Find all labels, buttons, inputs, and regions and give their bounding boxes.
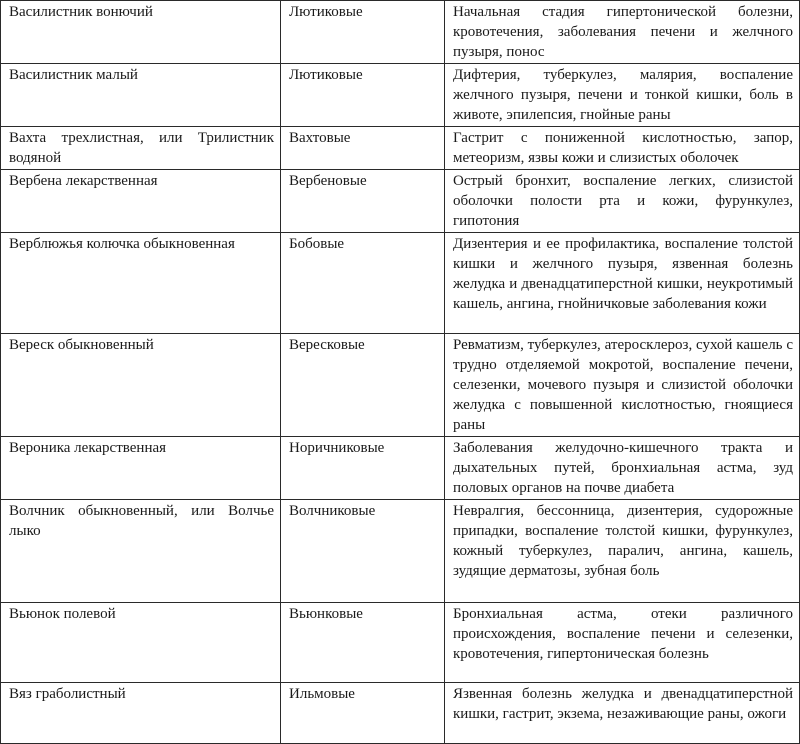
- plant-uses-cell: Гастрит с пониженной кислотностью, запор, метеоризм, язвы кожи и слизистых оболочек: [445, 127, 800, 170]
- table-row: [1, 170, 800, 233]
- plant-family-cell: Ильмовые: [281, 683, 445, 744]
- plant-uses-cell: Бронхиальная астма, отеки различного происхождения, воспаление печени и селезенки, кровотечения, гипертоническая болезнь: [445, 603, 800, 683]
- plant-family-cell: Норичниковые: [281, 437, 445, 500]
- plant-uses-cell: Язвенная болезнь желудка и двенадцатиперстной кишки, гастрит, экзема, незаживающие раны, ожоги: [445, 683, 800, 744]
- plant-family-cell: Вересковые: [281, 334, 445, 437]
- table-row: [1, 683, 800, 744]
- plant-family-cell: Волчниковые: [281, 500, 445, 603]
- table-row: [1, 127, 800, 170]
- table-row: [1, 334, 800, 437]
- plant-name-cell: Вахта трехлистная, или Трилистник водяной: [1, 127, 281, 170]
- plant-family-cell: Вербеновые: [281, 170, 445, 233]
- plant-uses-cell: Заболевания желудочно-кишечного тракта и дыхательных путей, бронхиальная астма, зуд половых органов на почве диабета: [445, 437, 800, 500]
- plant-family-cell: Вьюнковые: [281, 603, 445, 683]
- plant-name-cell: Вероника лекарственная: [1, 437, 281, 500]
- plant-name-cell: Вяз граболистный: [1, 683, 281, 744]
- plant-name-cell: Василистник малый: [1, 64, 281, 127]
- plant-name-cell: Вереск обыкновенный: [1, 334, 281, 437]
- table-row: [1, 233, 800, 334]
- table-row: [1, 500, 800, 603]
- plant-uses-cell: Начальная стадия гипертонической болезни, кровотечения, заболевания печени и желчного пузыря, понос: [445, 1, 800, 64]
- table-row: [1, 437, 800, 500]
- plant-name-cell: Вербена лекарственная: [1, 170, 281, 233]
- plant-uses-cell: Ревматизм, туберкулез, атеросклероз, сухой кашель с трудно отделяемой мокротой, воспаление печени, селезенки, мочевого пузыря и слизистой оболочки желудка с повышенной кислотностью, гноящиеся раны: [445, 334, 800, 437]
- plant-uses-cell: Дифтерия, туберкулез, малярия, воспаление желчного пузыря, печени и тонкой кишки, боль в животе, эпилепсия, гнойные раны: [445, 64, 800, 127]
- plant-name-cell: Василистник вонючий: [1, 1, 281, 64]
- table-row: [1, 64, 800, 127]
- plant-uses-cell: Дизентерия и ее профилактика, воспаление толстой кишки и желчного пузыря, язвенная болезнь желудка и двенадцатиперстной кишки, неукротимый кашель, ангина, гнойничковые заболевания кожи: [445, 233, 800, 334]
- plant-name-cell: Волчник обыкновенный, или Волчье лыко: [1, 500, 281, 603]
- plant-family-cell: Лютиковые: [281, 1, 445, 64]
- plant-name-cell: Верблюжья колючка обыкновенная: [1, 233, 281, 334]
- plant-name-cell: Вьюнок полевой: [1, 603, 281, 683]
- plant-family-cell: Вахтовые: [281, 127, 445, 170]
- plant-family-cell: Бобовые: [281, 233, 445, 334]
- plant-uses-cell: Невралгия, бессонница, дизентерия, судорожные припадки, воспаление толстой кишки, фурункулез, кожный туберкулез, паралич, ангина, кашель, зудящие дерматозы, зубная боль: [445, 500, 800, 603]
- plant-uses-cell: Острый бронхит, воспаление легких, слизистой оболочки полости рта и кожи, фурункулез, гипотония: [445, 170, 800, 233]
- table-row: [1, 603, 800, 683]
- table-row: [1, 1, 800, 64]
- plant-family-cell: Лютиковые: [281, 64, 445, 127]
